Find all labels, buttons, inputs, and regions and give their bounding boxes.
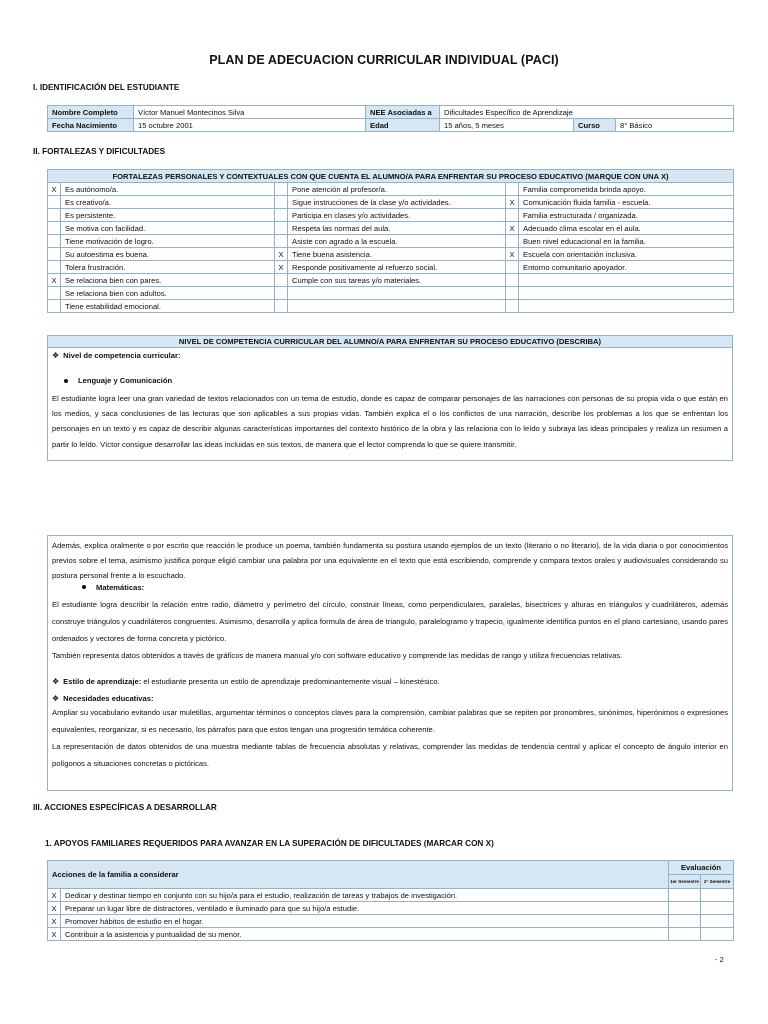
- acciones-header: Acciones de la familia a considerar: [48, 861, 669, 889]
- checkmark-cell: X: [48, 915, 61, 928]
- nivel-row: [52, 351, 728, 365]
- checkmark-cell: [275, 235, 288, 248]
- checkmark-cell: X: [48, 928, 61, 941]
- sem2-header: 2° Semestre: [701, 875, 734, 889]
- checkmark-cell: [506, 235, 519, 248]
- lenguaje-text: El estudiante logra leer una gran variedad de textos relacionados con un tema de estudio, donde es capaz de comparar personajes de las narraciones con personas de su propia vida o que están en los medios, y saca conclusiones de las lecturas que son aplicables a sus propias vidas. También explica el o los conflictos de una narración, describe los problemas a los que se enfrentan los personajes en un texto y es capaz de describir algunas características importantes del contexto histórico de la obra y las relaciona con lo leído y subraya las ideas principales y realiza un resumen a partir lo leído. Víctor consigue desarrollar las ideas incluidas en sus textos, de manera que el lector comprenda lo que se quiere transmitir.: [52, 394, 728, 449]
- page-number: - 2: [715, 955, 724, 964]
- strength-item: Asiste con agrado a la escuela.: [288, 235, 506, 248]
- strengths-row: [48, 209, 734, 222]
- checkmark-cell: [506, 209, 519, 222]
- nee-value: Dificultades Específico de Aprendizaje: [440, 106, 734, 119]
- checkmark-cell: [48, 261, 61, 274]
- sem2-eval-cell: [701, 889, 734, 902]
- strength-item: Tiene buena asistencia.: [288, 248, 506, 261]
- bullet-icon: [64, 379, 68, 383]
- estilo-text: el estudiante presenta un estilo de aprendizaje predominantemente visual – kinestésico.: [141, 676, 440, 686]
- action-row: [48, 889, 734, 902]
- strengths-row: [48, 248, 734, 261]
- strength-item: Familia estructurada / organizada.: [519, 209, 734, 222]
- strength-item: Escuela con orientación inclusiva.: [519, 248, 734, 261]
- section-1-heading: I. IDENTIFICACIÓN DEL ESTUDIANTE: [33, 83, 180, 92]
- sem2-eval-cell: [701, 915, 734, 928]
- strength-item: Pone atención al profesor/a.: [288, 183, 506, 196]
- sem1-header: 1er Semestre: [669, 875, 701, 889]
- checkmark-cell: [275, 196, 288, 209]
- strength-item: [519, 287, 734, 300]
- checkmark-cell: [506, 287, 519, 300]
- nee-label: NEE Asociadas a: [366, 106, 440, 119]
- strength-item: Comunicación fluida familia - escuela.: [519, 196, 734, 209]
- lenguaje-row: [52, 365, 728, 391]
- section-3-heading: III. ACCIONES ESPECÍFICAS A DESARROLLAR: [33, 803, 217, 812]
- diamond-bullet-icon: ❖: [52, 693, 60, 703]
- sem1-eval-cell: [669, 915, 701, 928]
- diamond-bullet-icon: ❖: [52, 351, 60, 360]
- strengths-row: [48, 300, 734, 313]
- checkmark-cell: [48, 235, 61, 248]
- checkmark-cell: [48, 196, 61, 209]
- action-item: Contribuir a la asistencia y puntualidad de su menor.: [61, 928, 669, 941]
- curso-label: Curso: [574, 119, 616, 132]
- strength-item: Tolera frustración.: [61, 261, 275, 274]
- strength-item: [519, 300, 734, 313]
- evaluacion-header: Evaluación: [669, 861, 734, 875]
- strength-item: Se relaciona bien con adultos.: [61, 287, 275, 300]
- strength-item: [288, 287, 506, 300]
- fecha-value: 15 octubre 2001: [134, 119, 366, 132]
- strength-item: Responde positivamente al refuerzo social.: [288, 261, 506, 274]
- strengths-row: [48, 261, 734, 274]
- estilo-row: [52, 676, 728, 688]
- strengths-table-header: FORTALEZAS PERSONALES Y CONTEXTUALES CON QUE CUENTA EL ALUMNO/A PARA ENFRENTAR SU PROCESO EDUCATIVO (MARQUE CON UNA X): [48, 170, 734, 183]
- action-row: [48, 928, 734, 941]
- necesidades-text-1: Ampliar su vocabulario evitando usar muletillas, argumentar términos o conceptos claves para la comprensión, cambiar palabras que se repiten por pronombres, sinónimos, hiperónimos o expresiones equivalentes, reorganizar, si es necesario, los párrafos para que estos tengan una progresión temática coherente.: [52, 707, 728, 734]
- strengths-row: [48, 274, 734, 287]
- strength-item: Es creativo/a.: [61, 196, 275, 209]
- strengths-row: [48, 222, 734, 235]
- strength-item: [288, 300, 506, 313]
- checkmark-cell: [275, 222, 288, 235]
- strength-item: Participa en clases y/o actividades.: [288, 209, 506, 222]
- strength-item: Familia comprometida brinda apoyo.: [519, 183, 734, 196]
- strengths-row: [48, 196, 734, 209]
- nivel-label: Nivel de competencia curricular:: [63, 351, 181, 360]
- student-id-table: [47, 105, 734, 132]
- matematicas-text-1: El estudiante logra describir la relación entre radio, diámetro y perímetro del círculo, construir líneas, como perpendiculares, paralelas, bisectrices y alturas en triángulos y cuadriláteros, además construye triángulos y cuadriláteros congruentes. Asimismo, desarrolla y aplica formula de área de triangulo, paralelogramo y trapecio, igualmente identifica puntos en el plano cartesiano, usando pares ordenados y vectores de forma concreta y pictórico.: [52, 599, 728, 643]
- action-item: Preparar un lugar libre de distractores, ventilado e iluminado para que su hijo/a estudie.: [61, 902, 669, 915]
- competency-header: NIVEL DE COMPETENCIA CURRICULAR DEL ALUMNO/A PARA ENFRENTAR SU PROCESO EDUCATIVO (DESCRIBA): [48, 336, 732, 348]
- strengths-row: [48, 287, 734, 300]
- checkmark-cell: X: [506, 248, 519, 261]
- checkmark-cell: [506, 300, 519, 313]
- strength-item: Se relaciona bien con pares.: [61, 274, 275, 287]
- action-item: Dedicar y destinar tiempo en conjunto con su hijo/a para el estudio, realización de tareas y trabajos de investigación.: [61, 889, 669, 902]
- strength-item: Sigue instrucciones de la clase y/o actividades.: [288, 196, 506, 209]
- checkmark-cell: [506, 183, 519, 196]
- checkmark-cell: [48, 222, 61, 235]
- action-row: [48, 902, 734, 915]
- strength-item: Entorno comunitario apoyador.: [519, 261, 734, 274]
- fecha-label: Fecha Nacimiento: [48, 119, 134, 132]
- strength-item: Adecuado clima escolar en el aula.: [519, 222, 734, 235]
- checkmark-cell: [275, 300, 288, 313]
- strength-item: Es autónomo/a.: [61, 183, 275, 196]
- checkmark-cell: [275, 183, 288, 196]
- checkmark-cell: X: [48, 183, 61, 196]
- nombre-label: Nombre Completo: [48, 106, 134, 119]
- sem2-eval-cell: [701, 928, 734, 941]
- checkmark-cell: X: [275, 248, 288, 261]
- checkmark-cell: X: [48, 274, 61, 287]
- sem1-eval-cell: [669, 889, 701, 902]
- sem2-eval-cell: [701, 902, 734, 915]
- diamond-bullet-icon: ❖: [52, 676, 60, 686]
- continuation-box: [47, 535, 733, 791]
- checkmark-cell: [275, 287, 288, 300]
- strength-item: Se motiva con facilidad.: [61, 222, 275, 235]
- section-2-heading: II. FORTALEZAS Y DIFICULTADES: [33, 147, 166, 156]
- strength-item: [519, 274, 734, 287]
- checkmark-cell: X: [506, 222, 519, 235]
- strength-item: Es persistente.: [61, 209, 275, 222]
- strength-item: Cumple con sus tareas y/o materiales.: [288, 274, 506, 287]
- checkmark-cell: [48, 287, 61, 300]
- page-title: PLAN DE ADECUACION CURRICULAR INDIVIDUAL (PACI): [209, 53, 559, 67]
- strengths-row: [48, 235, 734, 248]
- checkmark-cell: [48, 300, 61, 313]
- necesidades-label: Necesidades educativas:: [63, 693, 154, 703]
- edad-label: Edad: [366, 119, 440, 132]
- action-item: Promover hábitos de estudio en el hogar.: [61, 915, 669, 928]
- matematicas-label: Matemáticas:: [96, 582, 145, 592]
- curso-value: 8° Básico: [616, 119, 734, 132]
- continuation-text: Además, explica oralmente o por escrito que reacción le produce un poema, también fundamenta su postura usando ejemplos de un texto (literario o no literario), de la vida diaria o por conocimientos previos sobre el tema, asimismo justifica porque eligió cambiar una palabra por una equivalente en el texto que está escribiendo, comprende y compara textos orales y audiovisuales considerando su postura personal frente a lo escuchado.: [52, 541, 728, 581]
- nombre-value: Víctor Manuel Montecinos Silva: [134, 106, 366, 119]
- strength-item: Tiene motivación de logro.: [61, 235, 275, 248]
- strength-item: Su autoestima es buena.: [61, 248, 275, 261]
- competency-box: [47, 335, 733, 461]
- sem1-eval-cell: [669, 902, 701, 915]
- checkmark-cell: [506, 261, 519, 274]
- matematicas-text-2: También representa datos obtenidos a través de gráficos de manera manual y/o con software educativo y comprende las medidas de rango y utiliza frecuencias relativas.: [52, 650, 623, 660]
- checkmark-cell: X: [506, 196, 519, 209]
- checkmark-cell: X: [48, 889, 61, 902]
- sem1-eval-cell: [669, 928, 701, 941]
- lenguaje-label: Lenguaje y Comunicación: [78, 376, 173, 385]
- necesidades-row: [52, 694, 728, 704]
- family-actions-table: [47, 860, 734, 941]
- strengths-row: [48, 183, 734, 196]
- checkmark-cell: [275, 274, 288, 287]
- strength-item: Respeta las normas del aula.: [288, 222, 506, 235]
- estilo-label: Estilo de aprendizaje:: [63, 676, 142, 686]
- edad-value: 15 años, 5 meses: [440, 119, 574, 132]
- action-row: [48, 915, 734, 928]
- bullet-icon: [82, 585, 86, 589]
- checkmark-cell: [275, 209, 288, 222]
- necesidades-text-2: La representación de datos obtenidos de una muestra mediante tablas de frecuencia absolutas y relativas, comprender las medidas de tendencia central y aplicar el concepto de ángulo interior en polígonos a situaciones concretas o pictóricas.: [52, 741, 728, 768]
- checkmark-cell: [48, 248, 61, 261]
- section-3-subheading: 1. APOYOS FAMILIARES REQUERIDOS PARA AVANZAR EN LA SUPERACIÓN DE DIFICULTADES (MARCAR CON X): [45, 839, 494, 848]
- checkmark-cell: [506, 274, 519, 287]
- strengths-table: [47, 169, 734, 313]
- checkmark-cell: [48, 209, 61, 222]
- strength-item: Tiene estabilidad emocional.: [61, 300, 275, 313]
- checkmark-cell: X: [275, 261, 288, 274]
- strength-item: Buen nivel educacional en la familia.: [519, 235, 734, 248]
- checkmark-cell: X: [48, 902, 61, 915]
